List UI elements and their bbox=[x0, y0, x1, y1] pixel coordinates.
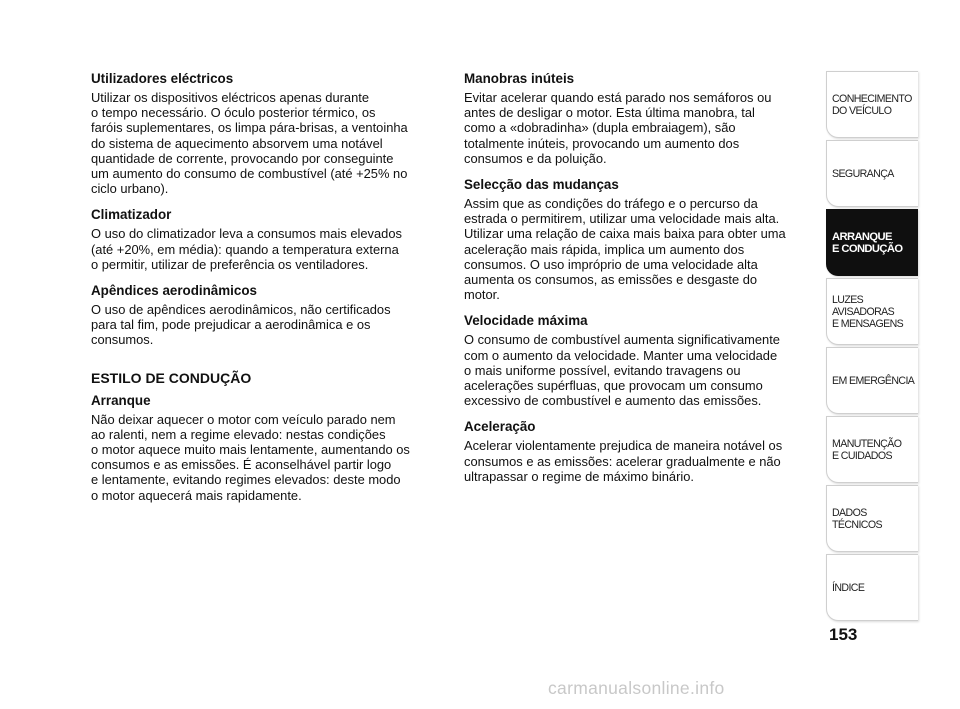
tab-starting-driving[interactable] bbox=[826, 209, 918, 276]
section-title-start: Arranque bbox=[91, 392, 151, 408]
chapter-title-driving-style: ESTILO DE CONDUÇÃO bbox=[91, 369, 252, 386]
left-column bbox=[91, 71, 443, 514]
section-title-climate-control: Climatizador bbox=[91, 207, 172, 223]
tab-label: MANUTENÇÃO E CUIDADOS bbox=[832, 437, 902, 462]
tab-label: DADOS TÉCNICOS bbox=[832, 506, 882, 531]
section-title-max-speed: Velocidade máxima bbox=[464, 313, 588, 329]
watermark: carmanualsonline.info bbox=[548, 678, 725, 698]
tab-technical-data[interactable] bbox=[826, 485, 918, 552]
section-body-useless-manoeuvres: Evitar acelerar quando está parado nos semáforos ou antes de desligar o motor. Esta última manobra, tal como a «dobradinha» (dupla embraiagem), são totalmente inúteis, provocando um aumento dos consumos e da poluição. bbox=[464, 90, 772, 166]
section-title-acceleration: Aceleração bbox=[464, 419, 536, 435]
section-title-aero-appendages: Apêndices aerodinâmicos bbox=[91, 283, 257, 299]
section-body-start: Não deixar aquecer o motor com veículo parado nem ao ralenti, nem a regime elevado: nestas condições o motor aquece muito mais lentamente, aumentando os consumos e as emissões. É aconselhável partir logo e lentamente, evitando regimes elevados: deste modo o motor aquecerá mais rapidamente. bbox=[91, 411, 410, 503]
tab-label: SEGURANÇA bbox=[832, 167, 894, 180]
section-title-electrical-users: Utilizadores eléctricos bbox=[91, 71, 234, 86]
tab-label: EM EMERGÊNCIA bbox=[832, 374, 915, 387]
section-body-electrical-users: Utilizar os dispositivos eléctricos apenas durante o tempo necessário. O óculo posterior térmico, os faróis suplementares, os limpa pára-brisas, a ventoinha do sistema de aquecimento absorvem uma notável quantidade de corrente, provocando por conseguinte um aumento do consumo de combustível (até +25% no ciclo urbano). bbox=[91, 90, 408, 197]
section-body-gear-selection: Assim que as condições do tráfego e o percurso da estrada o permitirem, utilizar uma velocidade mais alta. Utilizar uma relação de caixa mais baixa para obter uma aceleração mais rápida, implica um aumento dos consumos. O uso impróprio de uma velocidade alta aumenta os consumos, as emissões e desgaste do motor. bbox=[464, 196, 786, 303]
tab-emergency[interactable] bbox=[826, 347, 918, 414]
tab-vehicle-knowledge[interactable] bbox=[826, 71, 918, 138]
tab-safety[interactable] bbox=[826, 140, 918, 207]
section-body-climate-control: O uso do climatizador leva a consumos mais elevados (até +20%, em média): quando a temperatura externa o permitir, utilizar de preferência os ventiladores. bbox=[91, 226, 402, 272]
tab-warning-lights[interactable] bbox=[826, 278, 918, 345]
right-column bbox=[464, 71, 814, 495]
page-number: 153 bbox=[829, 625, 858, 644]
tab-maintenance[interactable] bbox=[826, 416, 918, 483]
section-body-max-speed: O consumo de combustível aumenta significativamente com o aumento da velocidade. Manter uma velocidade o mais uniforme possível, evitando travagens ou acelerações supérfluas, que provocam um consumo excessivo de combustível e aumento das emissões. bbox=[464, 332, 780, 409]
section-title-useless-manoeuvres: Manobras inúteis bbox=[464, 71, 575, 86]
section-body-acceleration: Acelerar violentamente prejudica de maneira notável os consumos e as emissões: acelerar gradualmente e não ultrapassar o regime de máximo binário. bbox=[464, 438, 783, 484]
tab-label: ÍNDICE bbox=[832, 581, 865, 594]
section-body-aero-appendages: O uso de apêndices aerodinâmicos, não certificados para tal fim, pode prejudicar a aerodinâmica e os consumos. bbox=[91, 302, 391, 348]
tab-label: CONHECIMENTO DO VEÍCULO bbox=[832, 92, 912, 117]
chapter-tabs bbox=[826, 71, 918, 623]
tab-index[interactable] bbox=[826, 554, 918, 621]
tab-label: ARRANQUE E CONDUÇÃO bbox=[832, 230, 903, 255]
tab-label: LUZES AVISADORAS E MENSAGENS bbox=[832, 293, 904, 330]
section-title-gear-selection: Selecção das mudanças bbox=[464, 177, 619, 193]
